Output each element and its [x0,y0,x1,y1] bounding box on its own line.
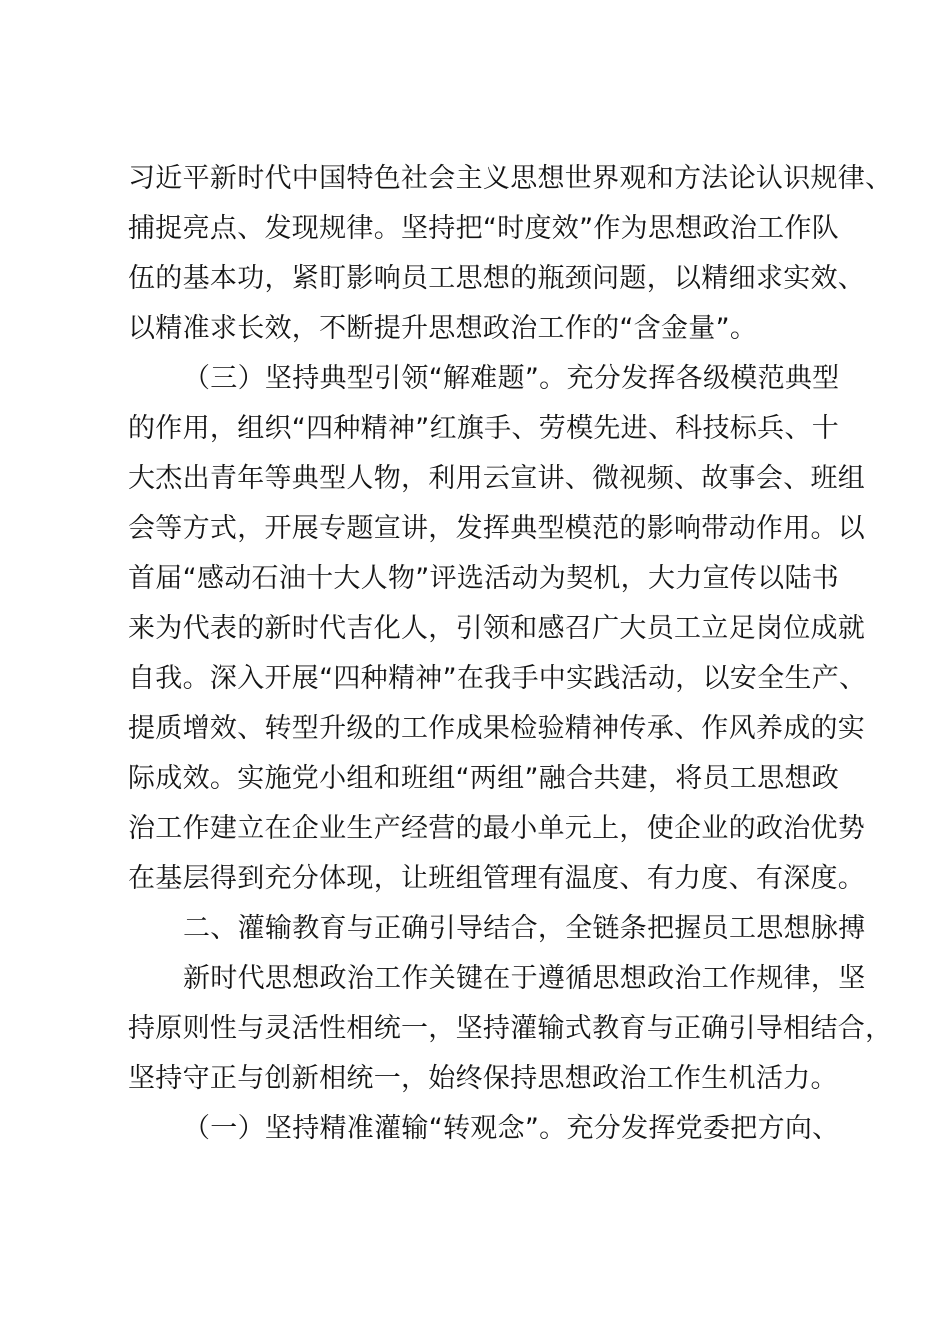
text-line: 捕捉亮点、发现规律。坚持把“时度效”作为思想政治工作队 [128,213,840,244]
text-line: 首届“感动石油十大人物”评选活动为契机，大力宣传以陆书 [128,563,840,594]
text-line: 会等方式，开展专题宣讲，发挥典型模范的影响带动作用。以 [128,513,866,544]
text-line: 提质增效、转型升级的工作成果检验精神传承、作风养成的实 [128,713,866,744]
text-line: 自我。深入开展“四种精神”在我手中实践活动，以安全生产、 [128,663,867,694]
section-heading: 二、灌输教育与正确引导结合，全链条把握员工思想脉搏 [183,913,866,944]
text-line: 伍的基本功，紧盯影响员工思想的瓶颈问题，以精细求实效、 [128,263,866,294]
text-line: 来为代表的新时代吉化人，引领和感召广大员工立足岗位成就 [128,613,866,644]
text-line: 持原则性与灵活性相统一，坚持灌输式教育与正确引导相结合， [128,1013,893,1044]
paragraph-first-line: （三）坚持典型引领“解难题”。充分发挥各级模范典型 [183,363,840,394]
text-line: 习近平新时代中国特色社会主义思想世界观和方法论认识规律、 [128,163,893,194]
paragraph-first-line: （一）坚持精准灌输“转观念”。充分发挥党委把方向、 [183,1113,840,1144]
text-line: 在基层得到充分体现，让班组管理有温度、有力度、有深度。 [128,863,866,894]
text-line: 坚持守正与创新相统一，始终保持思想政治工作生机活力。 [128,1063,838,1094]
text-line: 的作用，组织“四种精神”红旗手、劳模先进、科技标兵、十 [128,413,840,444]
text-line: 大杰出青年等典型人物，利用云宣讲、微视频、故事会、班组 [128,463,866,494]
text-line: 治工作建立在企业生产经营的最小单元上，使企业的政治优势 [128,813,866,844]
text-line: 际成效。实施党小组和班组“两组”融合共建，将员工思想政 [128,763,840,794]
text-line: 以精准求长效，不断提升思想政治工作的“含金量”。 [128,313,758,344]
paragraph-first-line: 新时代思想政治工作关键在于遵循思想政治工作规律，坚 [183,963,866,994]
